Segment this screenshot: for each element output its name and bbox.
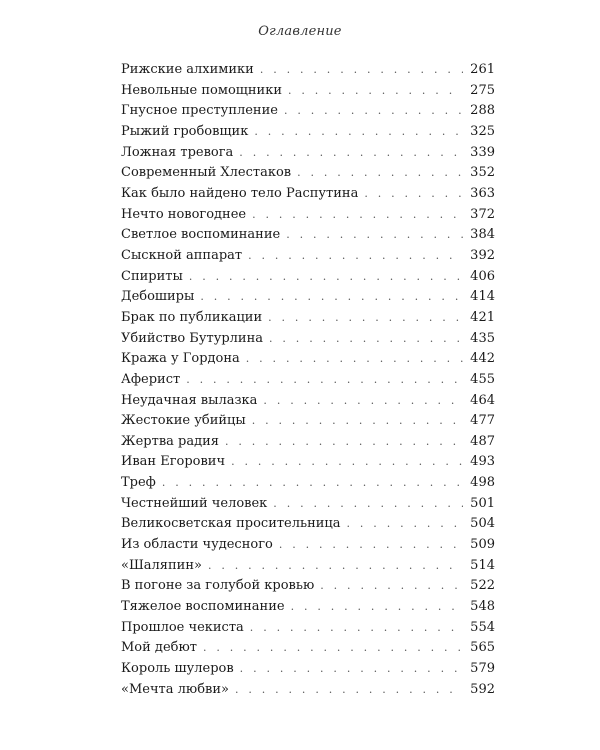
toc-entry-title: Аферист bbox=[121, 371, 181, 387]
toc-entry-page: 261 bbox=[470, 62, 495, 77]
toc-entry-title: Прошлое чекиста bbox=[121, 619, 244, 635]
toc-entry[interactable] bbox=[121, 411, 495, 432]
toc-entry[interactable] bbox=[121, 246, 495, 267]
toc-entry-page: 414 bbox=[470, 289, 495, 305]
toc-dot-leader bbox=[203, 638, 463, 659]
toc-entry[interactable] bbox=[121, 514, 495, 535]
toc-entry[interactable] bbox=[121, 597, 495, 618]
toc-dot-leader bbox=[364, 184, 463, 205]
toc-entry-page: 554 bbox=[470, 619, 495, 635]
toc-entry-title: Как было найдено тело Распутина bbox=[121, 185, 359, 201]
toc-entry-page: 421 bbox=[470, 309, 495, 325]
toc-entry[interactable] bbox=[121, 184, 495, 205]
toc-entry-title: «Шаляпин» bbox=[121, 557, 202, 573]
toc-entry[interactable] bbox=[121, 370, 495, 391]
toc-dot-leader bbox=[291, 597, 463, 618]
toc-entry-page: 435 bbox=[470, 330, 495, 346]
toc-dot-leader bbox=[186, 370, 463, 391]
toc-entry[interactable] bbox=[121, 60, 495, 81]
toc-entry-title: Светлое воспоминание bbox=[121, 227, 281, 243]
toc-entry-title: Нечто новогоднее bbox=[121, 206, 247, 222]
toc-entry[interactable] bbox=[121, 287, 495, 308]
table-of-contents bbox=[121, 60, 495, 700]
toc-entry-title: Неудачная вылазка bbox=[121, 392, 258, 408]
toc-entry[interactable] bbox=[121, 163, 495, 184]
toc-entry[interactable] bbox=[121, 81, 495, 102]
toc-entry-page: 392 bbox=[470, 247, 495, 263]
toc-dot-leader bbox=[162, 473, 463, 494]
toc-entry-title: Рижские алхимики bbox=[121, 62, 254, 77]
toc-entry-page: 363 bbox=[470, 185, 495, 201]
toc-dot-leader bbox=[320, 576, 463, 597]
toc-dot-leader bbox=[231, 452, 463, 473]
toc-entry-page: 455 bbox=[470, 371, 495, 387]
toc-dot-leader bbox=[268, 308, 463, 329]
toc-entry-title: Гнусное преступление bbox=[121, 103, 278, 119]
toc-dot-leader bbox=[248, 246, 463, 267]
toc-entry-title: Ложная тревога bbox=[121, 144, 234, 160]
toc-entry-page: 477 bbox=[470, 413, 495, 429]
toc-dot-leader bbox=[246, 349, 463, 370]
toc-entry[interactable] bbox=[121, 556, 495, 577]
toc-entry-page: 493 bbox=[470, 454, 495, 470]
toc-entry[interactable] bbox=[121, 473, 495, 494]
page-header: Оглавление bbox=[258, 24, 342, 39]
toc-entry-page: 352 bbox=[470, 165, 495, 181]
toc-entry-page: 592 bbox=[470, 681, 495, 697]
toc-dot-leader bbox=[284, 101, 463, 122]
toc-entry-title: Сыскной аппарат bbox=[121, 247, 243, 263]
toc-entry-page: 325 bbox=[470, 123, 495, 139]
toc-entry-page: 565 bbox=[470, 640, 495, 656]
toc-entry-title: Брак по публикации bbox=[121, 309, 263, 325]
toc-entry-title: Великосветская просительница bbox=[121, 516, 341, 532]
toc-dot-leader bbox=[225, 432, 463, 453]
toc-entry[interactable] bbox=[121, 638, 495, 659]
toc-entry-title: Жертва радия bbox=[121, 433, 219, 449]
toc-dot-leader bbox=[273, 494, 463, 515]
toc-dot-leader bbox=[252, 411, 463, 432]
toc-entry-page: 384 bbox=[470, 227, 495, 243]
toc-entry-title: Невольные помощники bbox=[121, 82, 282, 98]
toc-dot-leader bbox=[347, 514, 463, 535]
toc-entry[interactable] bbox=[121, 267, 495, 288]
toc-dot-leader bbox=[263, 391, 463, 412]
toc-dot-leader bbox=[239, 143, 463, 164]
toc-entry[interactable] bbox=[121, 494, 495, 515]
toc-entry-title: Король шулеров bbox=[121, 661, 234, 677]
toc-entry[interactable] bbox=[121, 432, 495, 453]
toc-dot-leader bbox=[297, 163, 463, 184]
toc-entry-title: Честнейший человек bbox=[121, 495, 268, 511]
toc-entry[interactable] bbox=[121, 391, 495, 412]
toc-entry[interactable] bbox=[121, 535, 495, 556]
toc-entry-page: 501 bbox=[470, 495, 495, 511]
toc-entry-page: 464 bbox=[470, 392, 495, 408]
toc-dot-leader bbox=[250, 618, 463, 639]
toc-entry-page: 487 bbox=[470, 433, 495, 449]
toc-entry-page: 522 bbox=[470, 578, 495, 594]
toc-entry[interactable] bbox=[121, 618, 495, 639]
toc-dot-leader bbox=[269, 329, 463, 350]
toc-entry[interactable] bbox=[121, 143, 495, 164]
toc-entry[interactable] bbox=[121, 680, 495, 701]
toc-dot-leader bbox=[279, 535, 463, 556]
toc-entry-page: 406 bbox=[470, 268, 495, 284]
toc-dot-leader bbox=[189, 267, 463, 288]
toc-entry-title: Спириты bbox=[121, 268, 183, 284]
toc-entry[interactable] bbox=[121, 659, 495, 680]
toc-entry-title: Кража у Гордона bbox=[121, 351, 240, 367]
toc-entry[interactable] bbox=[121, 349, 495, 370]
toc-entry-title: Иван Егорович bbox=[121, 454, 226, 470]
toc-entry-page: 372 bbox=[470, 206, 495, 222]
toc-entry-page: 579 bbox=[470, 661, 495, 677]
toc-dot-leader bbox=[254, 122, 463, 143]
toc-entry-page: 548 bbox=[470, 599, 495, 615]
toc-entry-title: Убийство Бутурлина bbox=[121, 330, 264, 346]
toc-dot-leader bbox=[208, 556, 463, 577]
toc-entry-page: 504 bbox=[470, 516, 495, 532]
toc-entry-page: 288 bbox=[470, 103, 495, 119]
toc-dot-leader bbox=[260, 60, 463, 81]
toc-entry[interactable] bbox=[121, 452, 495, 473]
toc-entry-title: Рыжий гробовщик bbox=[121, 123, 249, 139]
toc-entry-page: 498 bbox=[470, 475, 495, 491]
toc-entry[interactable] bbox=[121, 576, 495, 597]
toc-entry-page: 275 bbox=[470, 82, 495, 98]
toc-entry[interactable] bbox=[121, 225, 495, 246]
toc-entry[interactable] bbox=[121, 205, 495, 226]
toc-dot-leader bbox=[240, 659, 463, 680]
toc-dot-leader bbox=[235, 680, 463, 701]
toc-entry-title: Из области чудесного bbox=[121, 537, 273, 553]
toc-entry[interactable] bbox=[121, 101, 495, 122]
toc-entry-title: «Мечта любви» bbox=[121, 681, 229, 697]
toc-dot-leader bbox=[200, 287, 463, 308]
toc-dot-leader bbox=[288, 81, 463, 102]
toc-entry-title: Мой дебют bbox=[121, 640, 197, 656]
toc-entry-title: Треф bbox=[121, 475, 156, 491]
toc-dot-leader bbox=[252, 205, 463, 226]
toc-entry-title: Тяжелое воспоминание bbox=[121, 599, 285, 615]
toc-entry-title: Современный Хлестаков bbox=[121, 165, 292, 181]
toc-entry[interactable] bbox=[121, 329, 495, 350]
toc-entry-title: Жестокие убийцы bbox=[121, 413, 246, 429]
toc-entry-title: Дебоширы bbox=[121, 289, 195, 305]
toc-entry[interactable] bbox=[121, 308, 495, 329]
toc-entry-page: 514 bbox=[470, 557, 495, 573]
toc-entry[interactable] bbox=[121, 122, 495, 143]
toc-entry-title: В погоне за голубой кровью bbox=[121, 578, 315, 594]
toc-dot-leader bbox=[286, 225, 463, 246]
toc-entry-page: 339 bbox=[470, 144, 495, 160]
toc-entry-page: 509 bbox=[470, 537, 495, 553]
toc-entry-page: 442 bbox=[470, 351, 495, 367]
